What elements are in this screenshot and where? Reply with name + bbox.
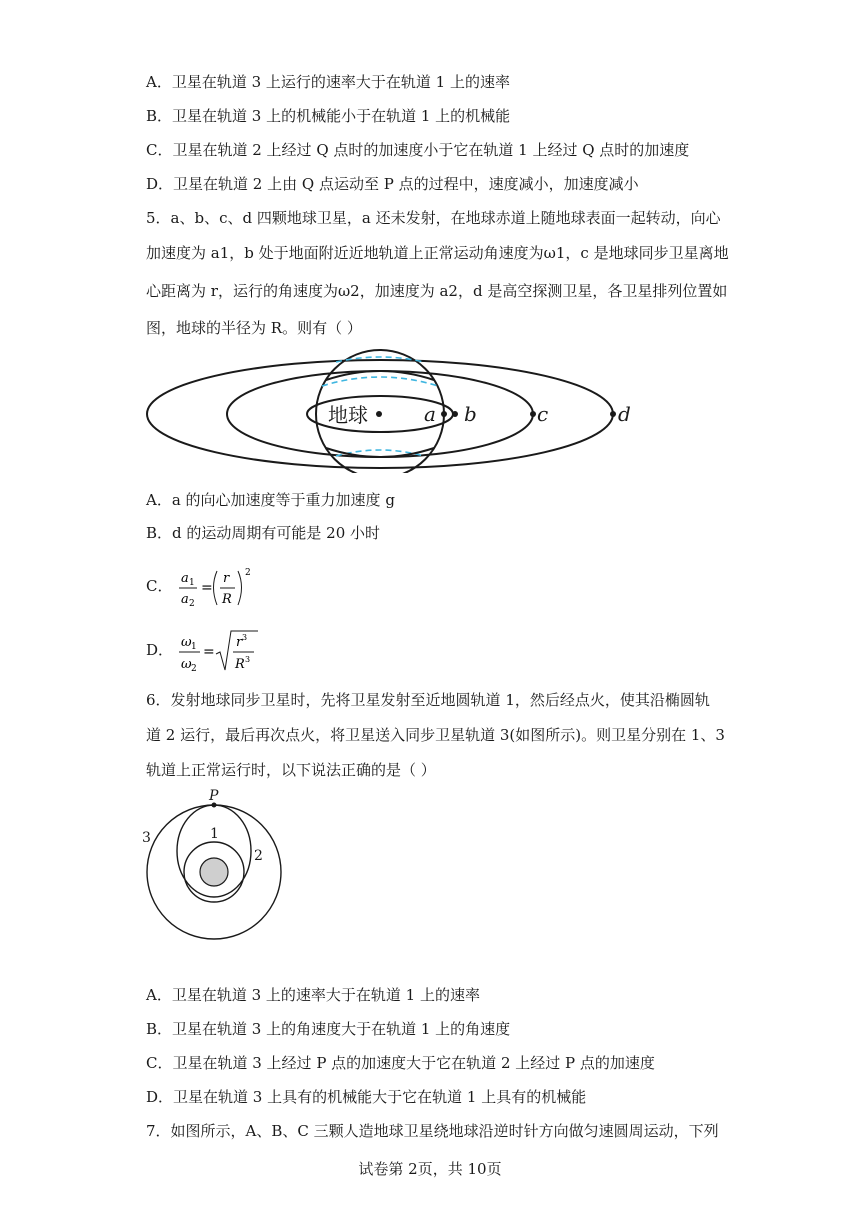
q5-option-d (146, 628, 268, 674)
label-a: a (424, 402, 436, 426)
dot-c (530, 411, 536, 417)
q5-option-b: B．d 的运动周期有可能是 20 小时 (146, 524, 381, 542)
label-d: d (618, 402, 631, 426)
svg-text:3: 3 (244, 655, 250, 664)
q6-orbit-figure (138, 786, 288, 946)
q5-stem-line4: 图，地球的半径为 R。则有（ ） (146, 319, 362, 337)
q4-option-c: C．卫星在轨道 2 上经过 Q 点时的加速度小于它在轨道 1 上经过 Q 点时的加速度 (146, 141, 690, 159)
q6-stem-line2: 道 2 运行，最后再次点火，将卫星送入同步卫星轨道 3(如图所示)。则卫星分别在 1、3 (146, 726, 725, 744)
svg-text:3: 3 (241, 633, 247, 642)
svg-text:=: = (201, 580, 213, 596)
label-c: c (537, 402, 549, 426)
q6-stem-line3: 轨道上正常运行时，以下说法正确的是（ ） (146, 761, 436, 779)
q5-option-a: A．a 的向心加速度等于重力加速度 g (146, 491, 395, 509)
dot-d (610, 411, 616, 417)
q4-option-d: D．卫星在轨道 2 上由 Q 点运动至 P 点的过程中，速度减小，加速度减小 (146, 175, 639, 193)
label-orbit-2: 2 (254, 848, 263, 864)
svg-text:ω: ω (180, 657, 192, 672)
label-orbit-1: 1 (210, 826, 219, 842)
q5-stem-line2: 加速度为 a1，b 处于地面附近近地轨道上正常运动角速度为ω1，c 是地球同步卫星离地 (146, 244, 729, 262)
page-footer: 试卷第 2页，共 10页 (358, 1160, 502, 1178)
q4-option-b: B．卫星在轨道 3 上的机械能小于在轨道 1 上的机械能 (146, 107, 511, 125)
q6-option-c: C．卫星在轨道 3 上经过 P 点的加速度大于它在轨道 2 上经过 P 点的加速度 (146, 1054, 655, 1072)
svg-text:a: a (181, 592, 190, 607)
label-orbit-3: 3 (142, 830, 151, 846)
label-p: P (209, 788, 219, 804)
svg-text:r: r (223, 571, 230, 586)
svg-text:ω: ω (180, 635, 192, 650)
svg-text:a: a (181, 571, 190, 586)
svg-text:2: 2 (189, 599, 195, 609)
q5-option-d-prefix: D． (146, 641, 174, 659)
q6-option-a: A．卫星在轨道 3 上的速率大于在轨道 1 上的速率 (146, 986, 480, 1004)
svg-text:R: R (222, 592, 233, 607)
svg-text:2: 2 (190, 664, 197, 674)
label-b: b (464, 402, 477, 426)
q5-stem-line3: 心距离为 r，运行的角速度为ω2，加速度为 a2，d 是高空探测卫星，各卫星排列位置如 (146, 282, 728, 300)
formula-a1-over-a2 (177, 565, 267, 609)
dot-b (452, 411, 458, 417)
formula-omega1-over-omega2 (178, 628, 268, 674)
q7-stem-line1: 7．如图所示，A、B、C 三颗人造地球卫星绕地球沿逆时针方向做匀速圆周运动，下列 (146, 1122, 719, 1140)
svg-text:r: r (235, 635, 243, 650)
q5-stem-line1: 5．a、b、c、d 四颗地球卫星，a 还未发射，在地球赤道上随地球表面一起转动，向心 (146, 209, 721, 227)
svg-text:2: 2 (245, 568, 251, 578)
dot-a (441, 411, 447, 417)
earth-disc (200, 858, 228, 886)
svg-text:=: = (202, 644, 215, 660)
svg-text:1: 1 (190, 642, 197, 652)
q5-orbit-figure (140, 348, 640, 473)
earth-label: 地球 (328, 403, 368, 427)
q6-stem-line1: 6．发射地球同步卫星时，先将卫星发射至近地圆轨道 1，然后经点火，使其沿椭圆轨 (146, 691, 710, 709)
svg-text:R: R (234, 657, 245, 672)
earth-center-dot (376, 411, 382, 417)
q6-option-d: D．卫星在轨道 3 上具有的机械能大于它在轨道 1 上具有的机械能 (146, 1088, 587, 1106)
q5-option-c-prefix: C． (146, 577, 173, 595)
q6-option-b: B．卫星在轨道 3 上的角速度大于在轨道 1 上的角速度 (146, 1020, 511, 1038)
q5-option-c (146, 565, 267, 609)
svg-text:1: 1 (189, 578, 195, 588)
q4-option-a: A．卫星在轨道 3 上运行的速率大于在轨道 1 上的速率 (146, 73, 510, 91)
